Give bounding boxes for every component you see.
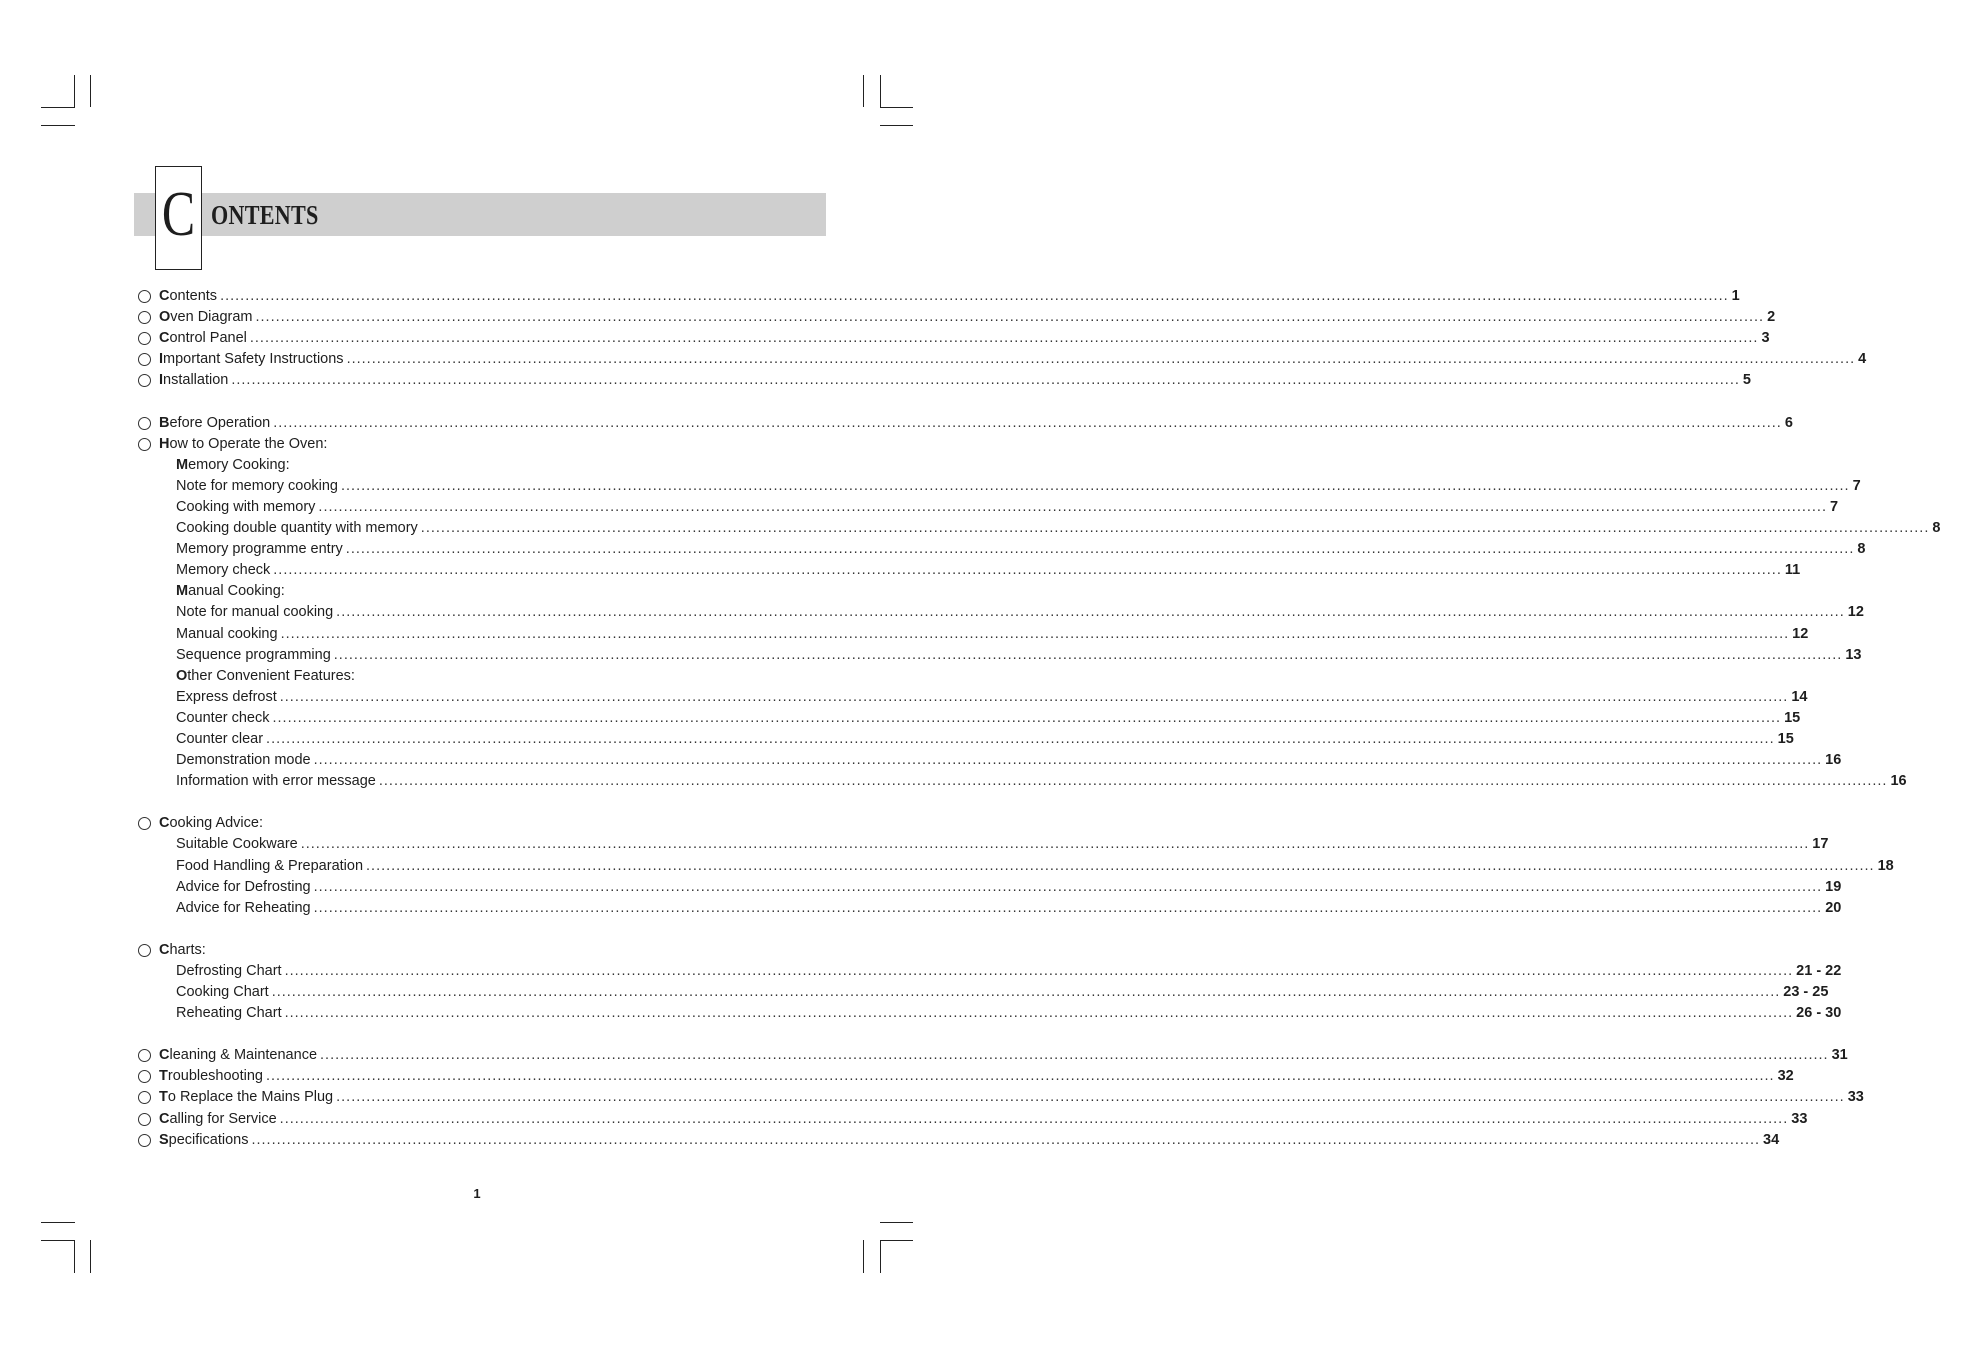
toc-entry-label: Note for manual cooking (176, 604, 334, 620)
toc-entry-label: Specifications (159, 1132, 249, 1148)
dot-leader: ............................................................................................................................................................................................................................................................................................................ (336, 604, 1845, 620)
toc-entry[interactable] (159, 813, 797, 834)
dot-leader: ............................................................................................................................................................................................................................................................................................................ (313, 900, 1823, 916)
toc-entry-label: Advice for Defrosting (176, 879, 311, 895)
toc-entry-label: Installation (159, 372, 229, 388)
toc-entry[interactable] (159, 940, 797, 961)
toc-entry-page: 8 (1932, 520, 1941, 536)
toc-entry-page: 33 (1847, 1089, 1864, 1105)
toc-entry-page: 15 (1777, 731, 1794, 747)
toc-entry-label: Important Safety Instructions (159, 351, 344, 367)
toc-entry[interactable] (159, 349, 1867, 370)
toc-entry-label: Calling for Service (159, 1111, 277, 1127)
toc-entry-label: Other Convenient Features: (176, 668, 355, 684)
toc-entry[interactable] (159, 328, 1770, 349)
toc-entry[interactable] (176, 560, 1801, 581)
crop-mark (863, 1240, 864, 1273)
dot-leader: ............................................................................................................................................................................................................................................................................................................ (273, 415, 1782, 431)
toc-entry[interactable] (176, 898, 1842, 919)
page-title: ONTENTS (211, 200, 319, 230)
dot-leader: ............................................................................................................................................................................................................................................................................................................ (378, 773, 1888, 789)
toc-entry[interactable] (176, 539, 1866, 560)
toc-entry-label: Sequence programming (176, 647, 331, 663)
toc-entry-label: To Replace the Mains Plug (159, 1089, 334, 1105)
toc-entry[interactable] (159, 1066, 1794, 1087)
toc-entry-label: Control Panel (159, 330, 247, 346)
toc-entry-label: Reheating Chart (176, 1005, 282, 1021)
toc-entry-page: 20 (1825, 900, 1842, 916)
crop-mark (880, 107, 913, 108)
dot-leader: ............................................................................................................................................................................................................................................................................................................ (255, 309, 1765, 325)
toc-entry-page: 3 (1761, 330, 1770, 346)
toc-entry-page: 16 (1825, 752, 1842, 768)
toc-entry-label: Cooking Chart (176, 984, 269, 1000)
toc-entry-label: Counter check (176, 710, 270, 726)
dot-leader: ............................................................................................................................................................................................................................................................................................................ (279, 689, 1789, 705)
toc-entry-page: 19 (1825, 879, 1842, 895)
title-initial: C (161, 178, 196, 249)
toc-entry[interactable] (159, 1087, 1864, 1108)
toc-entry-label: Manual cooking (176, 626, 278, 642)
dot-leader: ............................................................................................................................................................................................................................................................................................................ (266, 1068, 1775, 1084)
crop-mark (880, 1222, 913, 1223)
toc-entry-page: 11 (1784, 562, 1801, 578)
dot-leader: ............................................................................................................................................................................................................................................................................................................ (333, 647, 1843, 663)
circle-bullet-icon (138, 311, 151, 324)
dot-leader: ............................................................................................................................................................................................................................................................................................................ (313, 752, 1823, 768)
toc-entry-label: Cooking double quantity with memory (176, 520, 418, 536)
toc-entry[interactable] (176, 581, 797, 602)
toc-entry[interactable] (159, 1130, 1780, 1151)
circle-bullet-icon (138, 374, 151, 387)
toc-entry-label: Cleaning & Maintenance (159, 1047, 318, 1063)
toc-entry-page: 14 (1791, 689, 1808, 705)
dot-leader: ............................................................................................................................................................................................................................................................................................................ (318, 499, 1827, 515)
toc-entry-label: Express defrost (176, 689, 277, 705)
circle-bullet-icon (138, 1091, 151, 1104)
toc-entry-label: Contents (159, 288, 218, 304)
toc-entry-page: 32 (1777, 1068, 1794, 1084)
toc-entry-page: 6 (1784, 415, 1793, 431)
crop-mark (41, 125, 75, 126)
toc-entry-label: Cooking Advice: (159, 815, 263, 831)
crop-mark (90, 75, 91, 107)
dot-leader: ............................................................................................................................................................................................................................................................................................................ (231, 372, 1740, 388)
toc-entry-label: Memory Cooking: (176, 457, 290, 473)
dot-leader: ............................................................................................................................................................................................................................................................................................................ (249, 330, 1759, 346)
toc-entry-page: 12 (1847, 604, 1864, 620)
toc-entry[interactable] (176, 602, 1864, 623)
toc-entry-label: Demonstration mode (176, 752, 311, 768)
circle-bullet-icon (138, 290, 151, 303)
toc-entry-page: 4 (1858, 351, 1867, 367)
toc-entry[interactable] (176, 961, 1842, 982)
toc-entry-page: 34 (1763, 1132, 1780, 1148)
toc-entry-page: 5 (1742, 372, 1751, 388)
toc-entry[interactable] (176, 982, 1829, 1003)
toc-entry-page: 23 - 25 (1783, 984, 1829, 1000)
dot-leader: ............................................................................................................................................................................................................................................................................................................ (271, 984, 1781, 1000)
dot-leader: ............................................................................................................................................................................................................................................................................................................ (340, 478, 1850, 494)
toc-entry[interactable] (176, 729, 1794, 750)
circle-bullet-icon (138, 332, 151, 345)
toc-entry[interactable] (159, 1045, 1848, 1066)
dot-leader: ............................................................................................................................................................................................................................................................................................................ (284, 1005, 1794, 1021)
crop-mark (90, 1240, 91, 1273)
toc-entry-label: Memory check (176, 562, 271, 578)
toc-entry-page: 18 (1877, 858, 1894, 874)
toc-entry[interactable] (159, 370, 1751, 391)
toc-entry-label: Before Operation (159, 415, 271, 431)
toc-entry-page: 2 (1767, 309, 1776, 325)
dot-leader: ............................................................................................................................................................................................................................................................................................................ (220, 288, 1729, 304)
toc-entry[interactable] (176, 666, 797, 687)
toc-entry-label: Defrosting Chart (176, 963, 282, 979)
toc-entry-label: Memory programme entry (176, 541, 343, 557)
toc-entry[interactable] (159, 413, 1793, 434)
toc-entry-label: Cooking with memory (176, 499, 316, 515)
dot-leader: ............................................................................................................................................................................................................................................................................................................ (420, 520, 1930, 536)
circle-bullet-icon (138, 944, 151, 957)
crop-mark (41, 107, 75, 108)
toc-entry[interactable] (176, 834, 1829, 855)
toc-entry[interactable] (176, 476, 1861, 497)
toc-entry-page: 7 (1830, 499, 1839, 515)
toc-entry[interactable] (176, 771, 1907, 792)
toc-entry-label: How to Operate the Oven: (159, 436, 328, 452)
circle-bullet-icon (138, 1113, 151, 1126)
dot-leader: ............................................................................................................................................................................................................................................................................................................ (300, 836, 1810, 852)
toc-entry-page: 1 (1731, 288, 1740, 304)
toc-entry[interactable] (159, 434, 797, 455)
toc-entry[interactable] (176, 856, 1894, 877)
page-number: 1 (473, 1186, 481, 1201)
dot-leader: ............................................................................................................................................................................................................................................................................................................ (313, 879, 1823, 895)
toc-entry-page: 16 (1890, 773, 1907, 789)
circle-bullet-icon (138, 353, 151, 366)
dot-leader: ............................................................................................................................................................................................................................................................................................................ (279, 1111, 1789, 1127)
dot-leader: ............................................................................................................................................................................................................................................................................................................ (320, 1047, 1829, 1063)
toc-entry-page: 33 (1791, 1111, 1808, 1127)
toc-entry-label: Charts: (159, 942, 206, 958)
toc-entry-page: 12 (1792, 626, 1809, 642)
crop-mark (74, 1240, 75, 1273)
toc-entry-page: 13 (1845, 647, 1862, 663)
toc-entry-label: Oven Diagram (159, 309, 253, 325)
toc-entry-label: Counter clear (176, 731, 264, 747)
toc-entry-page: 21 - 22 (1796, 963, 1842, 979)
toc-entry-label: Information with error message (176, 773, 376, 789)
toc-entry[interactable] (176, 750, 1842, 771)
crop-mark (880, 1240, 913, 1241)
circle-bullet-icon (138, 1049, 151, 1062)
dot-leader: ............................................................................................................................................................................................................................................................................................................ (366, 858, 1875, 874)
toc-entry[interactable] (176, 1003, 1842, 1024)
circle-bullet-icon (138, 1070, 151, 1083)
toc-entry-label: Troubleshooting (159, 1068, 263, 1084)
toc-entry-label: Advice for Reheating (176, 900, 311, 916)
circle-bullet-icon (138, 417, 151, 430)
toc-entry[interactable] (176, 877, 1842, 898)
toc-entry[interactable] (159, 286, 1740, 307)
crop-mark (880, 1240, 881, 1273)
toc-entry[interactable] (176, 455, 797, 476)
circle-bullet-icon (138, 438, 151, 451)
toc-entry[interactable] (159, 1109, 1808, 1130)
crop-mark (74, 75, 75, 107)
toc-entry[interactable] (176, 645, 1862, 666)
dot-leader: ............................................................................................................................................................................................................................................................................................................ (266, 731, 1775, 747)
toc-entry-page: 26 - 30 (1796, 1005, 1842, 1021)
toc-entry-page: 31 (1831, 1047, 1848, 1063)
toc-entry-page: 8 (1857, 541, 1866, 557)
toc-entry[interactable] (176, 624, 1809, 645)
dot-leader: ............................................................................................................................................................................................................................................................................................................ (345, 541, 1855, 557)
toc-entry[interactable] (176, 687, 1808, 708)
dot-leader: ............................................................................................................................................................................................................................................................................................................ (273, 562, 1782, 578)
dot-leader: ............................................................................................................................................................................................................................................................................................................ (284, 963, 1794, 979)
toc-entry-label: Suitable Cookware (176, 836, 298, 852)
toc-entry-label: Manual Cooking: (176, 583, 285, 599)
circle-bullet-icon (138, 817, 151, 830)
dot-leader: ............................................................................................................................................................................................................................................................................................................ (280, 626, 1790, 642)
toc-entry[interactable] (176, 708, 1801, 729)
crop-mark (863, 75, 864, 107)
crop-mark (880, 75, 881, 107)
crop-mark (41, 1222, 75, 1223)
dot-leader: ............................................................................................................................................................................................................................................................................................................ (336, 1089, 1845, 1105)
toc-entry[interactable] (176, 518, 1941, 539)
toc-entry-label: Food Handling & Preparation (176, 858, 364, 874)
toc-entry-label: Note for memory cooking (176, 478, 338, 494)
circle-bullet-icon (138, 1134, 151, 1147)
dot-leader: ............................................................................................................................................................................................................................................................................................................ (272, 710, 1782, 726)
dot-leader: ............................................................................................................................................................................................................................................................................................................ (251, 1132, 1761, 1148)
toc-entry-page: 17 (1812, 836, 1829, 852)
toc-entry-page: 15 (1784, 710, 1801, 726)
toc-entry[interactable] (159, 307, 1776, 328)
toc-entry[interactable] (176, 497, 1839, 518)
crop-mark (880, 125, 913, 126)
toc-entry-page: 7 (1852, 478, 1861, 494)
crop-mark (41, 1240, 75, 1241)
dot-leader: ............................................................................................................................................................................................................................................................................................................ (346, 351, 1856, 367)
